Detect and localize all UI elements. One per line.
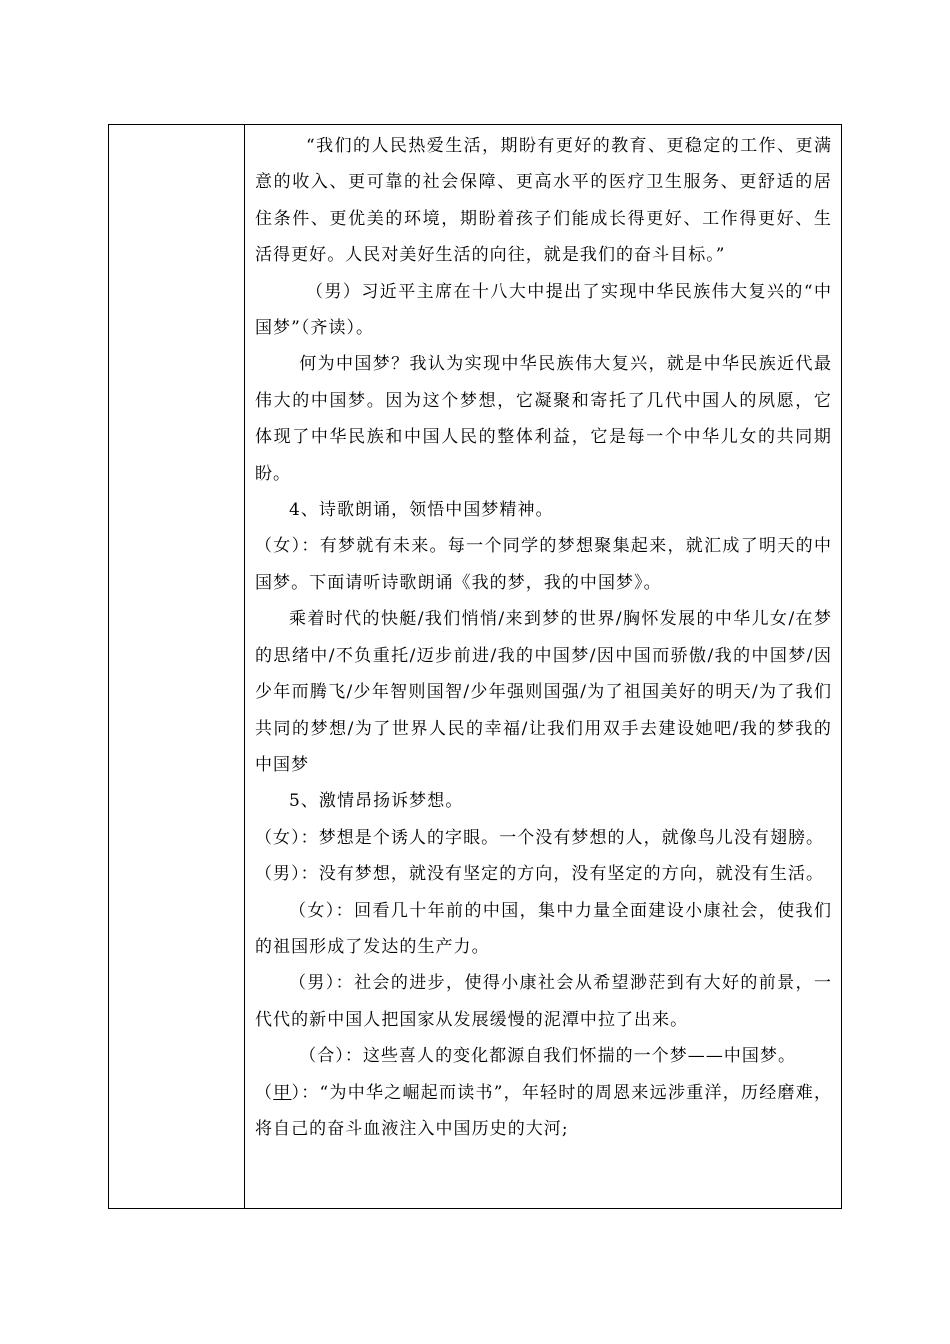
speaker-jia-text: ）：“为中华之崛起而读书”，年轻时的周恩来远涉重洋，历经磨难，将自己的奋斗血液注入中国历史的大河; [255,1082,832,1139]
document-table [108,124,842,1209]
female-speaker-paragraph: （女）：回看几十年前的中国，集中力量全面建设小康社会，使我们的祖国形成了发达的生产力。 [255,900,832,957]
female-speaker-paragraph: （女）：有梦就有未来。每一个同学的梦想聚集起来，就汇成了明天的中国梦。下面请听诗歌朗诵《我的梦，我的中国梦》。 [255,536,832,593]
open-paren: （ [255,1082,274,1103]
section-5-heading: 5、激情昂扬诉梦想。 [289,791,464,812]
poem-paragraph: 乘着时代的快艇/我们悄悄/来到梦的世界/胸怀发展的中华儿女/在梦的思绪中/不负重托/迈步前进/我的中国梦/因中国而骄傲/我的中国梦/因少年而腾飞/少年智则国智/少年强则国强/为了祖国美好的明天/为了我们共同的梦想/为了世界人民的幸福/让我们用双手去建设她吧/我的梦我的中国梦 [255,609,832,775]
empty-label-cell [109,125,245,1208]
what-is-dream-paragraph: 何为中国梦？我认为实现中华民族伟大复兴，就是中华民族近代最伟大的中国梦。因为这个梦想，它凝聚和寄托了几代中国人的夙愿，它体现了中华民族和中国人民的整体利益，它是每一个中华儿女的共同期盼。 [255,354,832,484]
male-speaker-paragraph: （男）：没有梦想，就没有坚定的方向，没有坚定的方向，就没有生活。 [255,864,825,885]
section-4-heading: 4、诗歌朗诵，领悟中国梦精神。 [289,500,554,521]
quote-paragraph: “我们的人民热爱生活，期盼有更好的教育、更稳定的工作、更满意的收入、更可靠的社会保障、更高水平的医疗卫生服务、更舒适的居住条件、更优美的环境，期盼着孩子们能成长得更好、工作得更好、生活得更好。人民对美好生活的向往，就是我们的奋斗目标。” [255,136,832,266]
speaker-jia-paragraph [255,1075,832,1148]
female-speaker-paragraph: （女）：梦想是个诱人的字眼。一个没有梦想的人，就像鸟儿没有翅膀。 [255,827,825,848]
together-paragraph: （合）：这些喜人的变化都源自我们怀揣的一个梦——中国梦。 [299,1046,797,1067]
speaker-jia-label: 甲 [273,1082,292,1103]
content-cell [246,125,841,1208]
male-speaker-paragraph: （男）：社会的进步，使得小康社会从希望渺茫到有大好的前景，一代代的新中国人把国家从发展缓慢的泥潭中拉了出来。 [255,973,832,1030]
male-speaker-paragraph: （男）习近平主席在十八大中提出了实现中华民族伟大复兴的“中国梦”（齐读）。 [255,281,832,339]
